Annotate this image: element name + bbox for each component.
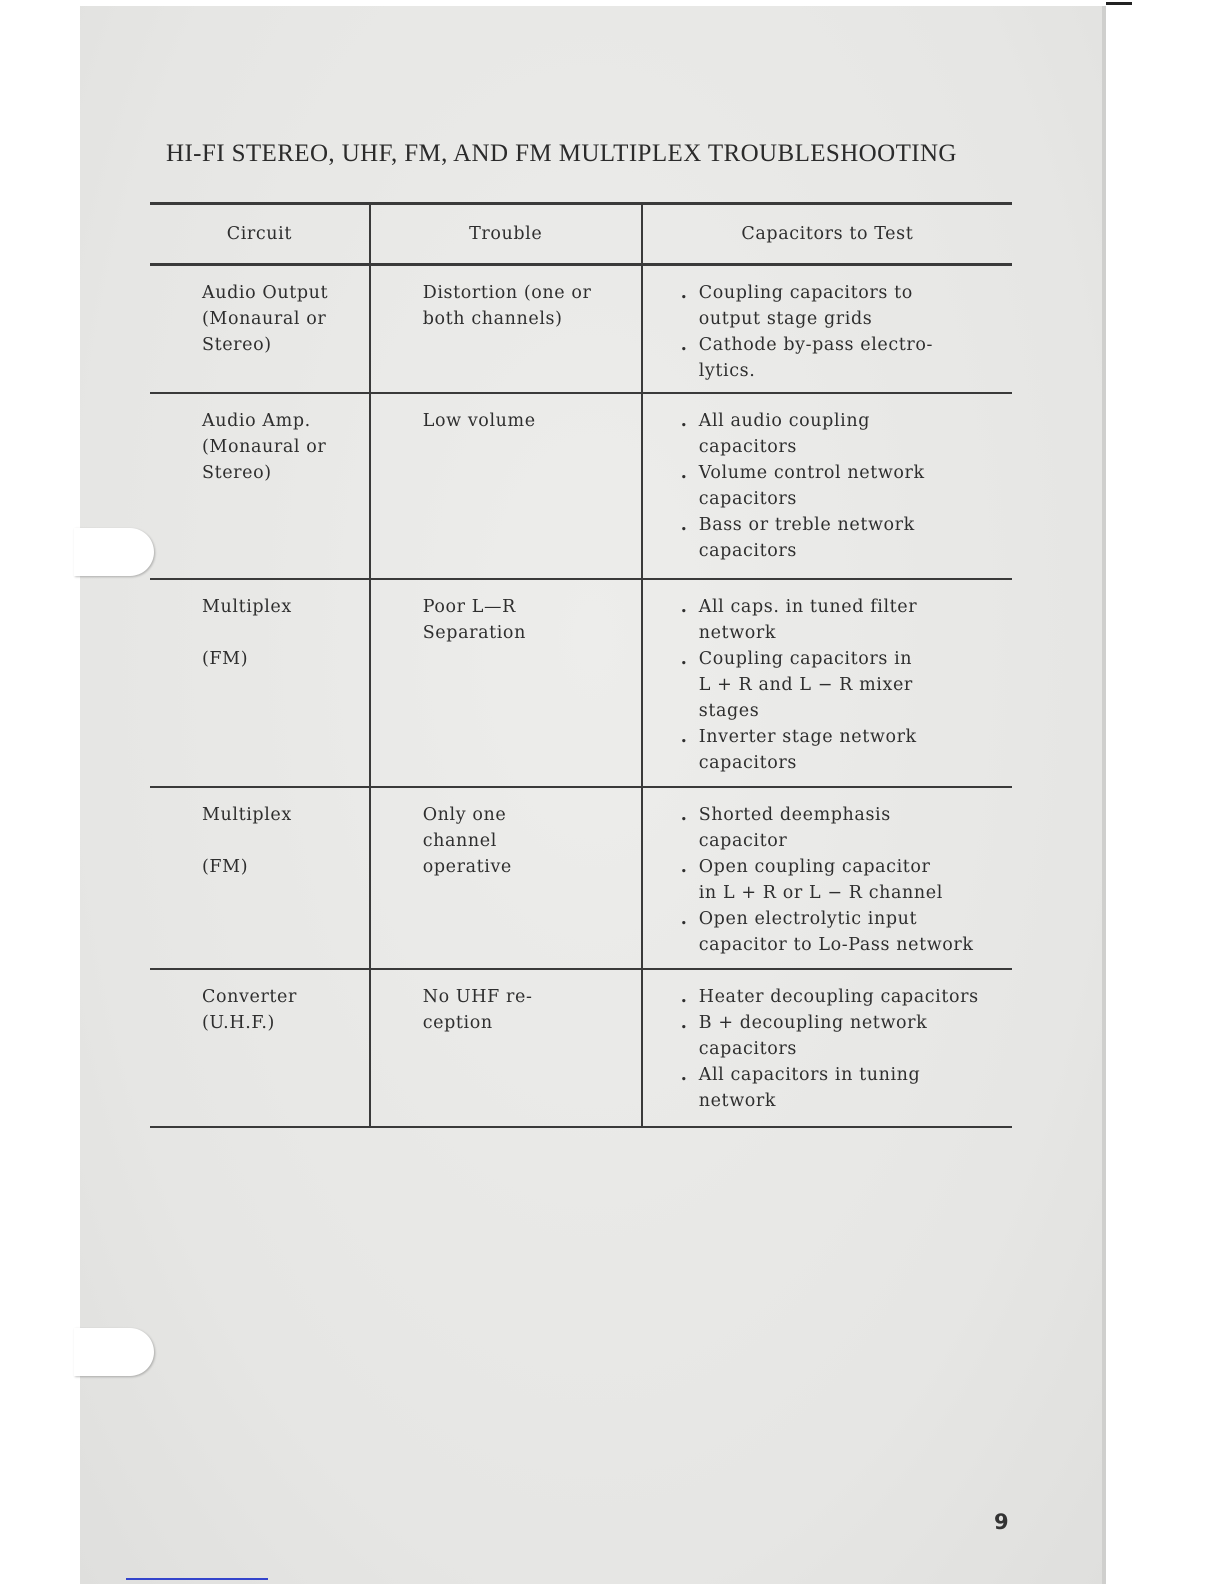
cell-trouble [370, 265, 642, 393]
bullet-dot: . [680, 908, 688, 929]
list-item [681, 1010, 1012, 1062]
table-body [150, 265, 1012, 1127]
cell-capacitors [642, 265, 1012, 393]
capacitor-text [699, 854, 943, 906]
cell-circuit [150, 265, 370, 393]
capacitor-line: Coupling capacitors in [698, 648, 913, 669]
capacitor-text [699, 802, 891, 854]
table-row [150, 579, 1012, 787]
capacitor-text [699, 1062, 921, 1114]
trouble-line: channel [422, 830, 497, 851]
circuit-line: (FM) [202, 856, 249, 877]
capacitor-text [699, 332, 933, 384]
cell-trouble [370, 579, 642, 787]
cell-circuit [150, 969, 370, 1127]
bullet-dot: . [680, 648, 688, 669]
circuit-line: Multiplex [202, 596, 292, 617]
list-item [681, 984, 1012, 1010]
list-item [681, 512, 1012, 564]
circuit-line: (Monaural or [202, 436, 327, 457]
capacitor-line: capacitors [698, 540, 797, 561]
capacitor-text [699, 460, 925, 512]
capacitor-text [699, 984, 979, 1010]
list-item [681, 332, 1012, 384]
list-item [681, 724, 1012, 776]
trouble-line: Distortion (one or [422, 283, 592, 303]
capacitor-text [699, 280, 913, 332]
table-header-row [150, 204, 1012, 265]
page-title: HI-FI STEREO, UHF, FM, AND FM MULTIPLEX TROUBLESHOOTING [166, 140, 957, 167]
trouble-line: both channels) [422, 309, 563, 329]
capacitor-line: capacitors [698, 752, 797, 773]
list-item [681, 280, 1012, 332]
capacitor-line: All caps. in tuned filter [698, 596, 918, 617]
document-page [80, 6, 1106, 1584]
bullet-dot: . [680, 283, 688, 303]
circuit-line: Audio Amp. [202, 410, 311, 431]
capacitor-line: capacitors [698, 436, 797, 457]
circuit-line: (U.H.F.) [202, 1012, 275, 1033]
capacitor-list [681, 984, 1012, 1114]
trouble-line: Separation [422, 622, 526, 643]
list-item [681, 854, 1012, 906]
cell-circuit [150, 579, 370, 787]
cell-circuit [150, 393, 370, 579]
capacitor-line: capacitor to Lo-Pass network [698, 934, 974, 955]
trouble-line: operative [422, 856, 512, 877]
bullet-dot: . [680, 596, 688, 617]
table-row [150, 265, 1012, 393]
capacitor-line: Cathode by-pass electro- [698, 335, 934, 355]
circuit-line: Stereo) [202, 462, 272, 483]
circuit-line: Converter [202, 986, 297, 1007]
page-number: 9 [994, 1510, 1009, 1534]
capacitor-line: stages [698, 700, 760, 721]
circuit-line: Stereo) [202, 335, 272, 355]
bullet-dot: . [680, 986, 688, 1007]
bullet-dot: . [680, 514, 688, 535]
page-edge [1102, 6, 1106, 1584]
bullet-dot: . [680, 1012, 688, 1033]
list-item [681, 646, 1012, 724]
capacitor-list [681, 594, 1012, 776]
list-item [681, 802, 1012, 854]
circuit-line [202, 828, 368, 854]
list-item [681, 460, 1012, 512]
capacitor-text [699, 512, 915, 564]
bullet-dot: . [680, 1064, 688, 1085]
troubleshooting-table [150, 202, 1012, 1128]
cell-capacitors [642, 393, 1012, 579]
circuit-line: (FM) [202, 648, 249, 669]
binder-hole-bottom [74, 1328, 154, 1376]
capacitor-line: Open coupling capacitor [698, 856, 931, 877]
capacitor-text [699, 408, 870, 460]
capacitor-line: Bass or treble network [698, 514, 915, 535]
binder-hole-top [74, 528, 154, 576]
capacitor-list [681, 280, 1012, 384]
list-item [681, 1062, 1012, 1114]
capacitor-line: capacitors [698, 1038, 797, 1059]
capacitor-text [699, 724, 917, 776]
bullet-dot: . [680, 726, 688, 747]
table-row [150, 393, 1012, 579]
bullet-dot: . [680, 856, 688, 877]
capacitor-text [699, 906, 974, 958]
capacitor-text [699, 594, 918, 646]
list-item [681, 408, 1012, 460]
capacitor-line: Open electrolytic input [698, 908, 918, 929]
bullet-dot: . [680, 462, 688, 483]
top-edge-rule [1106, 2, 1132, 5]
trouble-line: ception [422, 1012, 493, 1033]
capacitor-line: Shorted deemphasis [698, 804, 891, 825]
capacitor-line: Volume control network [698, 462, 925, 483]
capacitor-line: All audio coupling [698, 410, 871, 431]
list-item [681, 594, 1012, 646]
capacitor-line: Heater decoupling capacitors [698, 986, 979, 1007]
header-capacitors: Capacitors to Test [642, 204, 1012, 265]
capacitor-line: B + decoupling network [698, 1012, 928, 1033]
cell-circuit [150, 787, 370, 969]
cell-trouble [370, 787, 642, 969]
header-trouble: Trouble [370, 204, 642, 265]
cell-capacitors [642, 969, 1012, 1127]
capacitor-line: capacitors [698, 488, 797, 509]
cell-capacitors [642, 579, 1012, 787]
capacitor-text [699, 646, 913, 724]
table-row [150, 969, 1012, 1127]
capacitor-line: in L + R or L − R channel [698, 882, 943, 903]
trouble-line: Poor L—R [422, 596, 516, 617]
capacitor-line: capacitor [698, 830, 788, 851]
bullet-dot: . [680, 410, 688, 431]
circuit-line [202, 620, 368, 646]
capacitor-text [699, 1010, 928, 1062]
capacitor-line: Coupling capacitors to [698, 283, 913, 303]
list-item [681, 906, 1012, 958]
circuit-line: (Monaural or [202, 309, 327, 329]
capacitor-line: L + R and L − R mixer [698, 674, 913, 695]
capacitor-line: network [698, 622, 777, 643]
link-underline-mark [126, 1578, 268, 1580]
capacitor-line: output stage grids [698, 309, 873, 329]
cell-trouble [370, 393, 642, 579]
capacitor-list [681, 408, 1012, 564]
circuit-line: Multiplex [202, 804, 292, 825]
table-row [150, 787, 1012, 969]
cell-trouble [370, 969, 642, 1127]
capacitor-line: Inverter stage network [698, 726, 917, 747]
bullet-dot: . [680, 804, 688, 825]
capacitor-list [681, 802, 1012, 958]
trouble-line: Low volume [422, 410, 536, 431]
bullet-dot: . [680, 335, 688, 355]
trouble-line: No UHF re- [422, 986, 533, 1007]
capacitor-line: All capacitors in tuning [698, 1064, 921, 1085]
capacitor-line: lytics. [698, 361, 756, 381]
capacitor-line: network [698, 1090, 777, 1111]
circuit-line: Audio Output [202, 283, 329, 303]
trouble-line: Only one [422, 804, 507, 825]
header-circuit: Circuit [150, 204, 370, 265]
cell-capacitors [642, 787, 1012, 969]
